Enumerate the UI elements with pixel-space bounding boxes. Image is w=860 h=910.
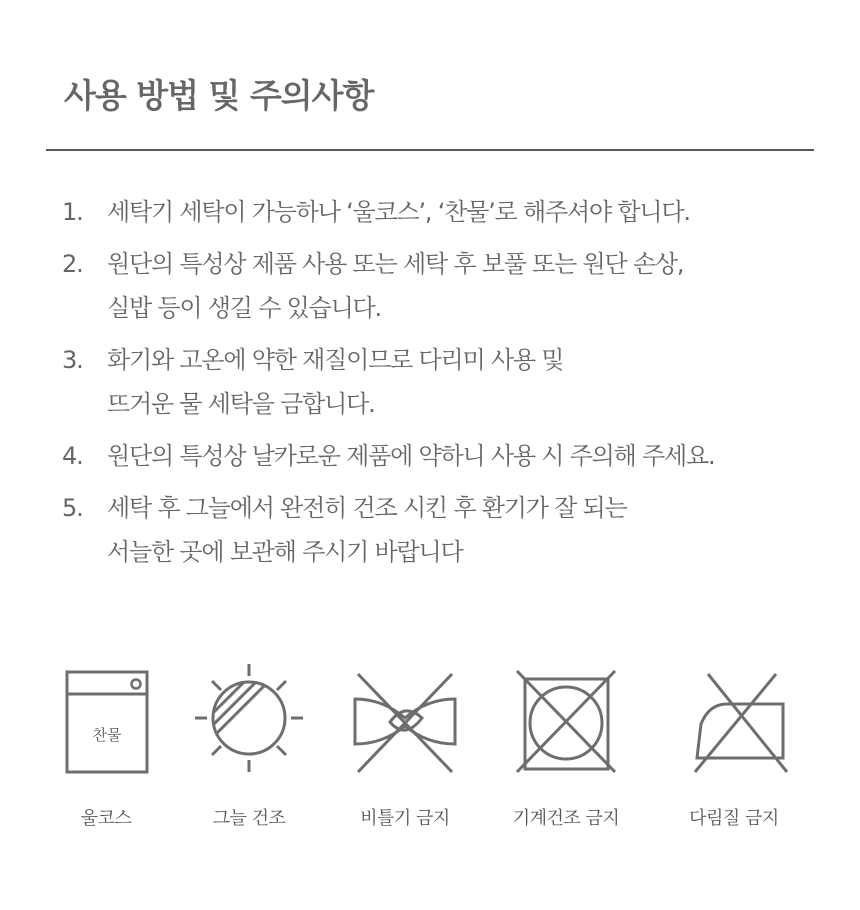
care-symbol-shade-dry	[174, 662, 324, 830]
care-label: 기계건조 금지	[512, 808, 620, 829]
item-text: 실밥 등이 생길 수 있습니다.	[107, 294, 381, 322]
care-symbol-wool-course	[31, 662, 181, 830]
instruction-item	[62, 190, 852, 234]
instruction-item	[62, 242, 852, 330]
item-number: 2.	[62, 250, 83, 278]
care-label: 울코스	[80, 808, 132, 829]
instruction-item	[62, 434, 852, 478]
item-number: 4.	[62, 442, 83, 470]
care-symbol-no-tumble-dry	[491, 662, 641, 830]
item-number: 3.	[62, 346, 83, 374]
item-text: 원단의 특성상 날카로운 제품에 약하니 사용 시 주의해 주세요.	[107, 442, 715, 470]
item-text: 세탁 후 그늘에서 완전히 건조 시킨 후 환기가 잘 되는	[107, 494, 627, 522]
care-symbol-no-iron	[659, 662, 809, 830]
wool-course-wash-icon	[51, 662, 161, 782]
page-title: 사용 방법 및 주의사항	[64, 76, 374, 115]
no-tumble-dry-icon	[511, 662, 621, 782]
care-symbol-no-wring	[330, 662, 480, 830]
no-iron-icon	[679, 662, 789, 782]
item-text: 세탁기 세탁이 가능하나 ‘울코스’, ‘찬물’로 해주셔야 합니다.	[107, 198, 690, 226]
instruction-list	[62, 190, 852, 582]
care-label: 그늘 건조	[212, 808, 286, 829]
item-text: 원단의 특성상 제품 사용 또는 세탁 후 보풀 또는 원단 손상,	[107, 250, 684, 278]
instruction-item	[62, 486, 852, 574]
no-wring-icon	[350, 662, 460, 782]
care-label: 다림질 금지	[689, 808, 779, 829]
item-number: 5.	[62, 494, 83, 522]
care-icons-row	[0, 662, 860, 842]
item-text: 서늘한 곳에 보관해 주시기 바랍니다	[107, 538, 463, 566]
item-text: 뜨거운 물 세탁을 금합니다.	[107, 390, 375, 418]
item-number: 1.	[62, 198, 83, 226]
item-text: 화기와 고온에 약한 재질이므로 다리미 사용 및	[107, 346, 564, 374]
care-label: 비틀기 금지	[360, 808, 450, 829]
wash-temp-label: 찬물	[92, 726, 122, 744]
title-divider	[46, 149, 814, 151]
instruction-item	[62, 338, 852, 426]
shade-dry-icon	[194, 662, 304, 782]
